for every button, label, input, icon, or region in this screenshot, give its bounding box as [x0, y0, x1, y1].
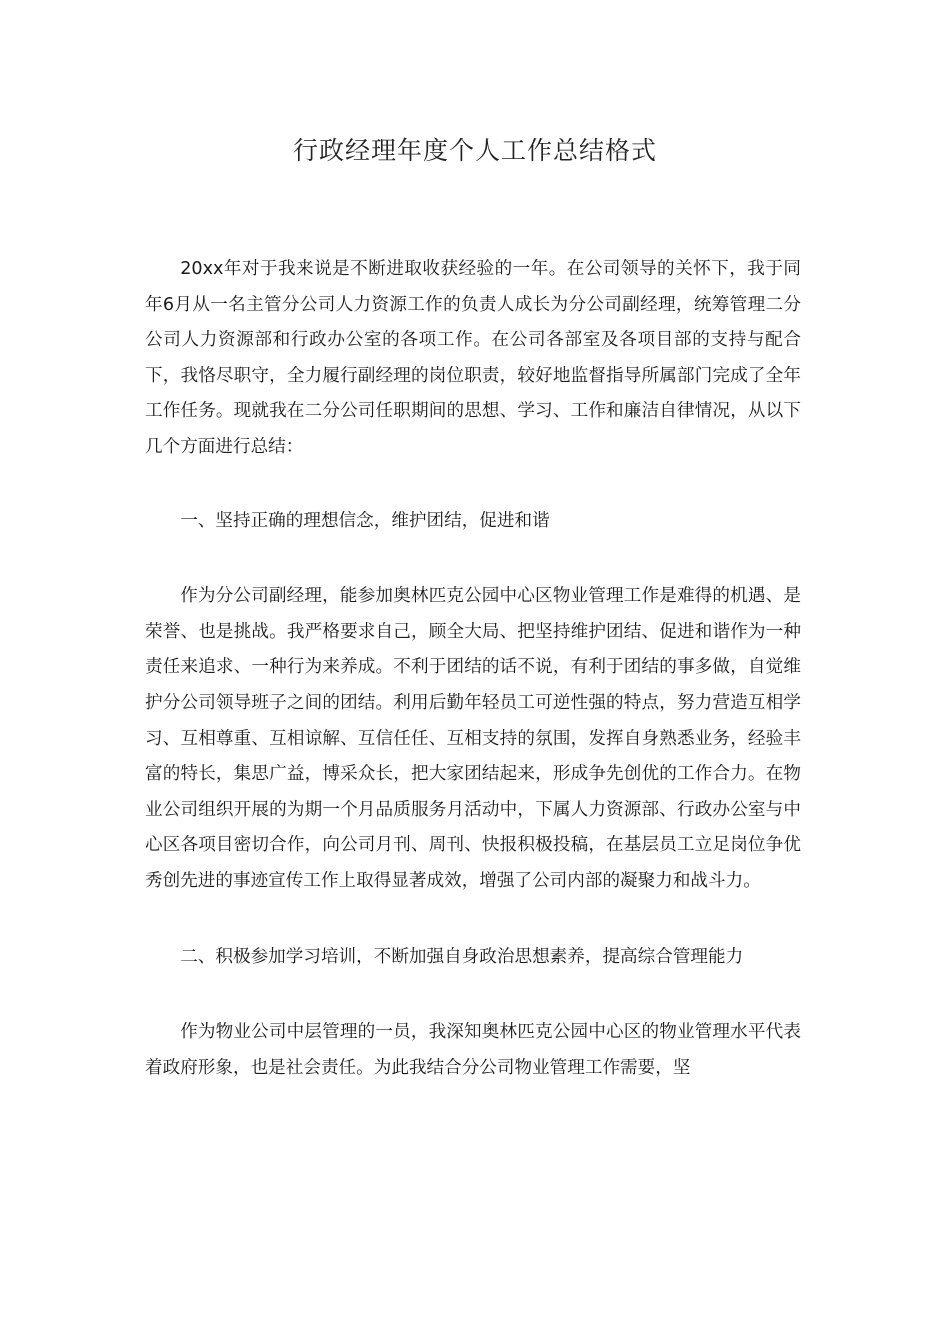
section-heading-1: 一、坚持正确的理想信念，维护团结，促进和谐 — [180, 510, 550, 531]
document-body — [145, 252, 801, 1086]
paragraph-intro: 20xx年对于我来说是不断进取收获经验的一年。在公司领导的关怀下，我于同年6月从一名主管分公司人力资源工作的负责人成长为分公司副经理，统筹管理二分公司人力资源部和行政办公室的各项工作。在公司各部室及各项目部的支持与配合下，我恪尽职守，全力履行副经理的岗位职责，较好地监督指导所属部门完成了全年工作任务。现就我在二分公司任职期间的思想、学习、工作和廉洁自律情况，从以下几个方面进行总结： — [145, 259, 801, 457]
spacer — [145, 900, 801, 940]
section-heading-2: 二、积极参加学习培训，不断加强自身政治思想素养，提高综合管理能力 — [180, 946, 744, 967]
paragraph-section-1: 作为分公司副经理，能参加奥林匹克公园中心区物业管理工作是难得的机遇、是荣誉、也是挑战。我严格要求自己，顾全大局、把坚持维护团结、促进和谐作为一种责任来追求、一种行为来养成。不利于团结的话不说，有利于团结的事多做，自觉维护分公司领导班子之间的团结。利用后勤年轻员工可逆性强的特点，努力营造互相学习、互相尊重、互相谅解、互信任任、互相支持的氛围，发挥自身熟悉业务，经验丰富的特长，集思广益，博采众长，把大家团结起来，形成争先创优的工作合力。在物业公司组织开展的为期一个月品质服务月活动中，下属人力资源部、行政办公室与中心区各项目密切合作，向公司月刊、周刊、快报积极投稿，在基层员工立足岗位争优秀创先进的事迹宣传工作上取得显著成效，增强了公司内部的凝聚力和战斗力。 — [145, 586, 801, 891]
spacer — [145, 975, 801, 1015]
paragraph-section-2: 作为物业公司中层管理的一员，我深知奥林匹克公园中心区的物业管理水平代表着政府形象，也是社会责任。为此我结合分公司物业管理工作需要，坚 — [145, 1022, 801, 1078]
document-title: 行政经理年度个人工作总结格式 — [292, 136, 657, 165]
spacer — [145, 466, 801, 504]
spacer — [145, 539, 801, 579]
